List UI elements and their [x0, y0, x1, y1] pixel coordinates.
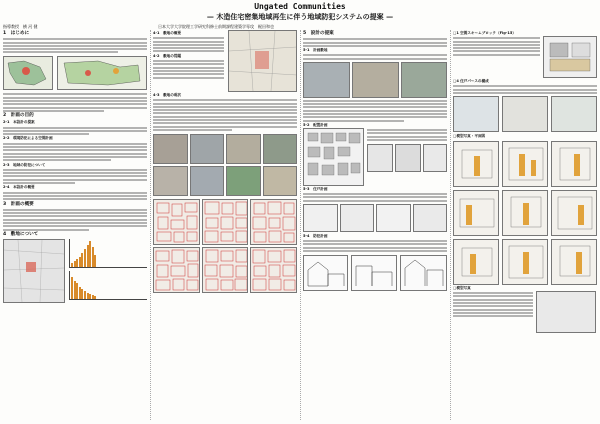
column-2 — [153, 30, 297, 293]
aerial-map — [228, 30, 297, 92]
bar-chart-figure — [69, 239, 147, 303]
subheading: 4-2 敷地の問題 — [153, 53, 182, 58]
model-photos — [453, 96, 597, 132]
subheading: 2-4 本設計の概要 — [3, 185, 35, 190]
plan-grid — [153, 199, 297, 293]
subheading: □4 住戸パースの構成 — [453, 79, 489, 83]
subheading: 5-1 計画敷地 — [303, 48, 328, 53]
title-en: Ungated Communities — [254, 2, 346, 11]
column-divider — [150, 30, 151, 420]
site-plan — [303, 128, 364, 186]
section-heading: 5 設計の提案 — [303, 31, 334, 36]
photo-grid — [153, 134, 297, 196]
subheading: □模型写真 — [453, 285, 471, 290]
column-divider — [300, 30, 301, 420]
subheading: □1 空間スキームブロック（Fig-15） — [453, 31, 516, 35]
column-divider — [450, 30, 451, 420]
title-block — [0, 2, 600, 21]
column-3 — [303, 30, 447, 291]
map-figure — [3, 56, 53, 90]
subheading: 5-3 住戸計画 — [303, 186, 328, 191]
author-label: 日本大学大学院理工学研究科修士前期課程建築学専攻 梶田和也 — [158, 24, 274, 29]
subheading: 5-4 防犯計画 — [303, 233, 328, 238]
scheme-diagram — [543, 36, 597, 78]
subheading: 2-1 本設計の提案 — [3, 120, 35, 125]
site-map — [3, 239, 65, 303]
unit-drawings — [303, 204, 447, 232]
subheading: 5-2 配置計画 — [303, 122, 328, 127]
subheading: □模型写真・平面図 — [453, 133, 486, 138]
subheading: 2-2 環境防犯による空間計画 — [3, 136, 53, 141]
advisor-label: 指導教授 横 河 健 — [3, 24, 38, 29]
subheading: 4-3 敷地の現状 — [153, 93, 182, 97]
section-heading: 1 はじめに — [3, 31, 30, 36]
column-4 — [453, 30, 597, 333]
title-jp: — 木造住宅密集地域再生に伴う地域防犯システムの提案 — — [206, 12, 394, 21]
map-figure — [57, 56, 147, 90]
section-drawings — [303, 255, 447, 291]
subheading: 4-1 敷地の概要 — [153, 31, 182, 35]
section-heading: 4 敷地について — [3, 231, 39, 237]
subheading: 2-3 地域の防犯について — [3, 162, 46, 167]
column-1 — [3, 30, 147, 303]
section-heading: 2 計画の目的 — [3, 113, 34, 119]
street-photos — [303, 62, 447, 98]
section-heading: 3 計画の概要 — [3, 201, 34, 207]
perspective-grid — [453, 141, 597, 285]
